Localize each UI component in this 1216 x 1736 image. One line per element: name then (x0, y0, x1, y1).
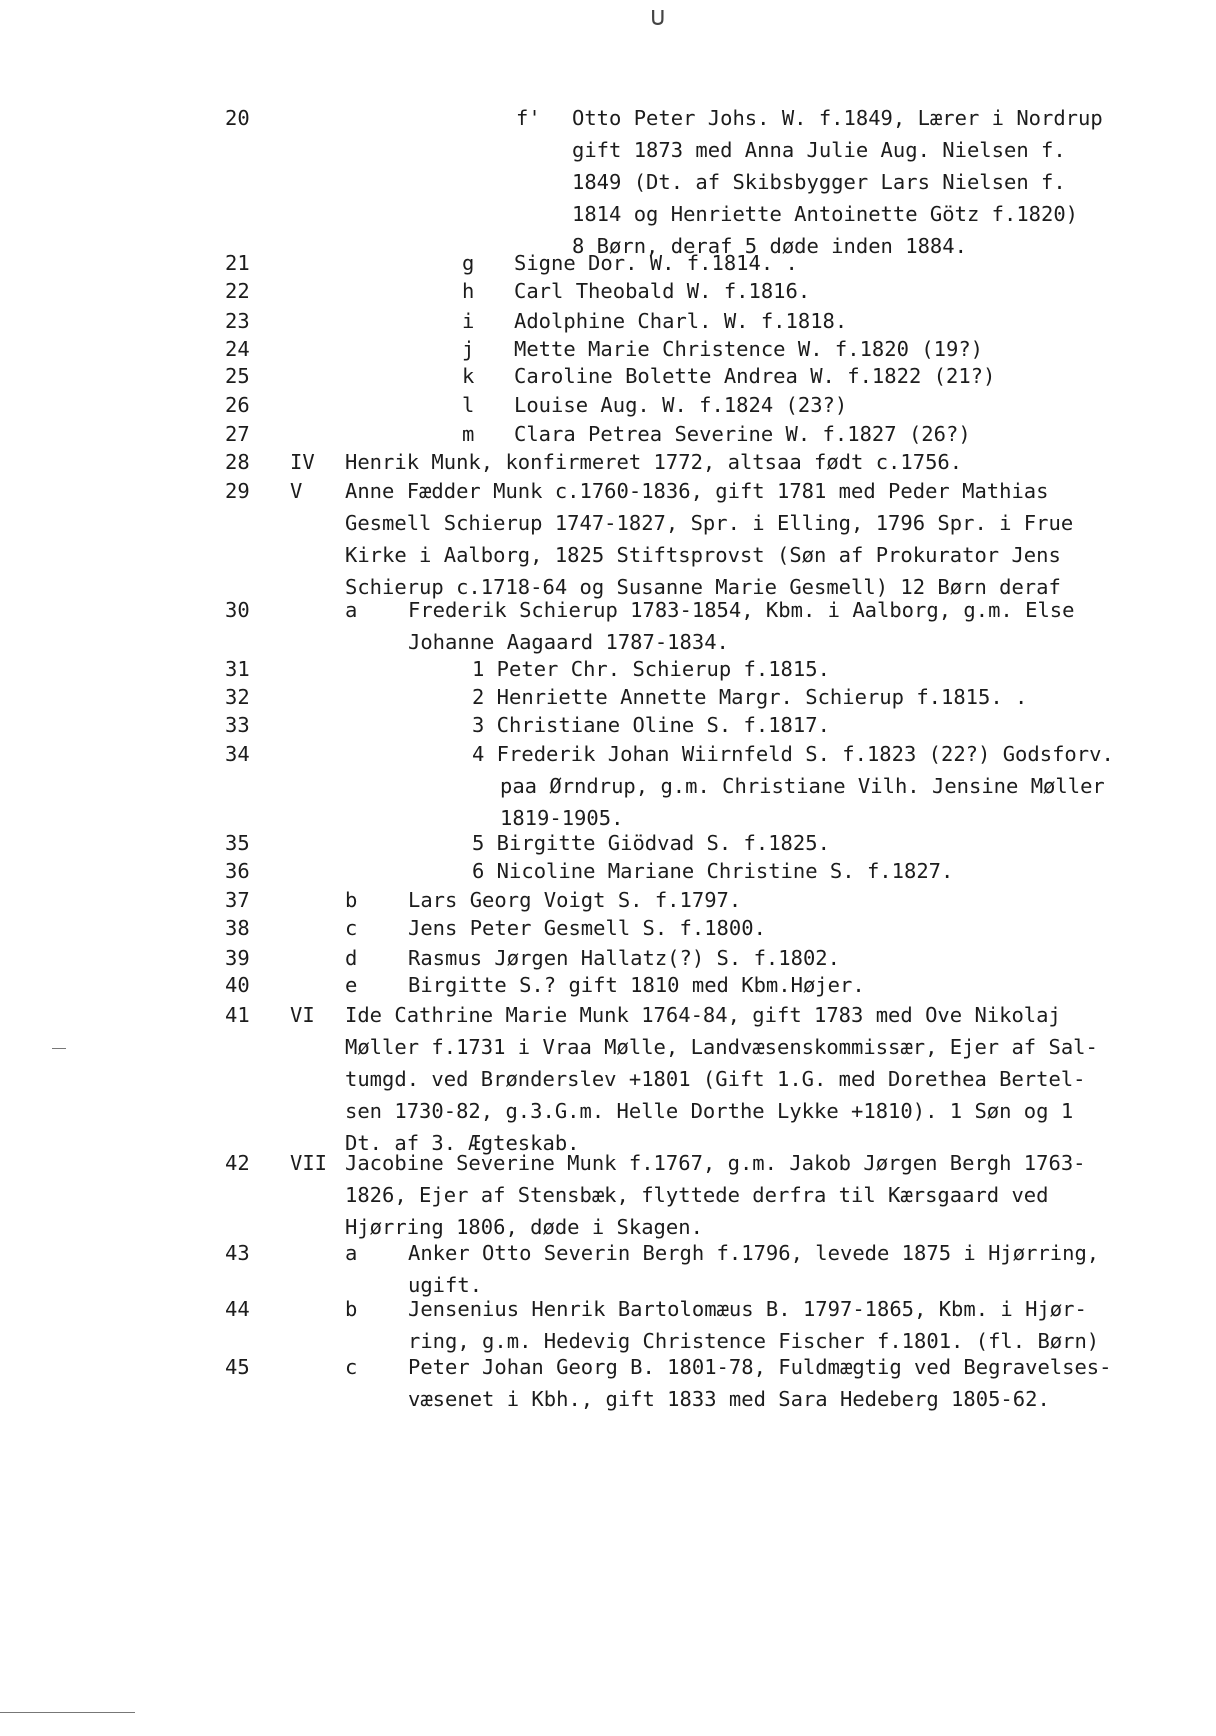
line-number: 34 (225, 742, 250, 766)
entry-line: Jens Peter Gesmell S. f.1800. (408, 916, 766, 940)
entry-text (408, 1293, 1099, 1357)
entry-line: 1826, Ejer af Stensbæk, flyttede derfra til Kærsgaard ved (345, 1183, 1049, 1207)
line-number: 23 (225, 309, 250, 333)
generation-marker: i (462, 309, 475, 333)
entry-line: Ide Cathrine Marie Munk 1764-84, gift 1783 med Ove Nikolaj (345, 1003, 1061, 1027)
line-number: 45 (225, 1355, 250, 1379)
line-number: 37 (225, 888, 250, 912)
margin-mark (0, 1712, 135, 1713)
generation-marker: b (345, 888, 358, 912)
entry-line: Anne Fædder Munk c.1760-1836, gift 1781 med Peder Mathias (345, 479, 1049, 503)
generation-marker: j (462, 337, 475, 361)
entry-text (408, 912, 766, 944)
entry-line: 1814 og Henriette Antoinette Götz f.1820) (572, 202, 1079, 226)
line-number: 35 (225, 831, 250, 855)
line-number: 30 (225, 598, 250, 622)
entry-text (472, 709, 830, 741)
generation-marker: k (462, 364, 475, 388)
entry-line: Johanne Aagaard 1787-1834. (408, 630, 729, 654)
line-number: 28 (225, 450, 250, 474)
entry-line: 1819-1905. (500, 806, 624, 830)
entry-line: sen 1730-82, g.3.G.m. Helle Dorthe Lykke +1810). 1 Søn og 1 (345, 1099, 1074, 1123)
line-number: 31 (225, 657, 250, 681)
line-number: 41 (225, 1003, 250, 1027)
entry-line: Henrik Munk, konfirmeret 1772, altsaa født c.1756. (345, 450, 963, 474)
entry-text (514, 275, 810, 307)
entry-text (408, 1351, 1112, 1415)
entry-line: ugift. (408, 1273, 483, 1297)
entry-line: 1849 (Dt. af Skibsbygger Lars Nielsen f. (572, 170, 1066, 194)
entry-line: væsenet i Kbh., gift 1833 med Sara Hedeberg 1805-62. (408, 1387, 1050, 1411)
entry-line: Schierup c.1718-64 og Susanne Marie Gesmell) 12 Børn deraf (345, 575, 1061, 599)
line-number: 33 (225, 713, 250, 737)
generation-marker: c (345, 916, 358, 940)
entry-line: Frederik Schierup 1783-1854, Kbm. i Aalborg, g.m. Else (408, 598, 1075, 622)
entry-line: Anker Otto Severin Bergh f.1796, levede 1875 i Hjørring, (408, 1241, 1100, 1265)
entry-line: Møller f.1731 i Vraa Mølle, Landvæsenskommissær, Ejer af Sal- (345, 1035, 1098, 1059)
entry-text (345, 999, 1098, 1159)
entry-line: 1 Peter Chr. Schierup f.1815. (472, 657, 830, 681)
entry-line: Caroline Bolette Andrea W. f.1822 (21?) (514, 364, 996, 388)
entry-line: 3 Christiane Oline S. f.1817. (472, 713, 830, 737)
generation-marker: b (345, 1297, 358, 1321)
page-mark: ∪ (650, 2, 666, 32)
generation-marker: m (462, 422, 475, 446)
entry-text (408, 1237, 1099, 1301)
entry-text (345, 1147, 1086, 1243)
entry-text (472, 855, 953, 887)
line-number: 27 (225, 422, 250, 446)
generation-marker: d (345, 946, 358, 970)
line-number: 21 (225, 251, 250, 275)
line-number: 25 (225, 364, 250, 388)
generation-marker: a (345, 1241, 358, 1265)
line-number: 38 (225, 916, 250, 940)
entry-text (408, 594, 1074, 658)
entry-line: Rasmus Jørgen Hallatz(?) S. f.1802. (408, 946, 840, 970)
generation-marker: VII (290, 1151, 328, 1175)
line-number: 29 (225, 479, 250, 503)
line-number: 26 (225, 393, 250, 417)
entry-line: 2 Henriette Annette Margr. Schierup f.1815. . (472, 685, 1028, 709)
entry-text (572, 102, 1103, 262)
margin-mark (52, 1048, 66, 1049)
line-number: 36 (225, 859, 250, 883)
entry-line: Adolphine Charl. W. f.1818. (514, 309, 848, 333)
entry-line: Carl Theobald W. f.1816. (514, 279, 811, 303)
line-number: 24 (225, 337, 250, 361)
line-number: 20 (225, 106, 250, 130)
entry-line: Otto Peter Johs. W. f.1849, Lærer i Nordrup (572, 106, 1103, 130)
entry-line: 5 Birgitte Giödvad S. f.1825. (472, 831, 830, 855)
line-number: 43 (225, 1241, 250, 1265)
generation-marker: h (462, 279, 475, 303)
entry-line: gift 1873 med Anna Julie Aug. Nielsen f. (572, 138, 1066, 162)
entry-text (514, 360, 995, 392)
entry-line: Lars Georg Voigt S. f.1797. (408, 888, 742, 912)
line-number: 32 (225, 685, 250, 709)
entry-line: Jacobine Severine Munk f.1767, g.m. Jakob Jørgen Bergh 1763- (345, 1151, 1086, 1175)
line-number: 22 (225, 279, 250, 303)
entry-line: 6 Nicoline Mariane Christine S. f.1827. (472, 859, 954, 883)
generation-marker: IV (290, 450, 315, 474)
entry-line: Signe Dor. W. f.1814. . (514, 251, 798, 275)
entry-line: tumgd. ved Brønderslev +1801 (Gift 1.G. med Dorethea Bertel- (345, 1067, 1086, 1091)
entry-line: Dt. af 3. Ægteskab. (345, 1131, 580, 1155)
entry-text (514, 389, 847, 421)
generation-marker: e (345, 973, 358, 997)
entry-text (345, 446, 962, 478)
entry-text (472, 738, 1114, 834)
entry-line: paa Ørndrup, g.m. Christiane Vilh. Jensine Møller (500, 774, 1105, 798)
line-number: 44 (225, 1297, 250, 1321)
generation-marker: c (345, 1355, 358, 1379)
entry-line: Clara Petrea Severine W. f.1827 (26?) (514, 422, 971, 446)
entry-line: Hjørring 1806, døde i Skagen. (345, 1215, 703, 1239)
entry-line: Louise Aug. W. f.1824 (23?) (514, 393, 848, 417)
entry-text (345, 475, 1073, 603)
generation-marker: l (462, 393, 475, 417)
entry-line: Gesmell Schierup 1747-1827, Spr. i Elling, 1796 Spr. i Frue (345, 511, 1074, 535)
line-number: 40 (225, 973, 250, 997)
entry-line: Jensenius Henrik Bartolomæus B. 1797-1865, Kbm. i Hjør- (408, 1297, 1087, 1321)
line-number: 42 (225, 1151, 250, 1175)
line-number: 39 (225, 946, 250, 970)
entry-line: Birgitte S.? gift 1810 med Kbm.Højer. (408, 973, 865, 997)
entry-line: Peter Johan Georg B. 1801-78, Fuldmægtig ved Begravelses- (408, 1355, 1112, 1379)
generation-marker: g (462, 251, 475, 275)
generation-marker: V (290, 479, 303, 503)
generation-marker: f' (516, 106, 541, 130)
entry-line: 4 Frederik Johan Wiirnfeld S. f.1823 (22?) Godsforv. (472, 742, 1114, 766)
generation-marker: a (345, 598, 358, 622)
entry-line: Kirke i Aalborg, 1825 Stiftsprovst (Søn af Prokurator Jens (345, 543, 1061, 567)
entry-text (408, 969, 865, 1001)
entry-line: 8 Børn, deraf 5 døde inden 1884. (572, 234, 967, 258)
entry-line: Mette Marie Christence W. f.1820 (19?) (514, 337, 983, 361)
generation-marker: VI (290, 1003, 315, 1027)
entry-line: ring, g.m. Hedevig Christence Fischer f.1801. (fl. Børn) (408, 1329, 1100, 1353)
